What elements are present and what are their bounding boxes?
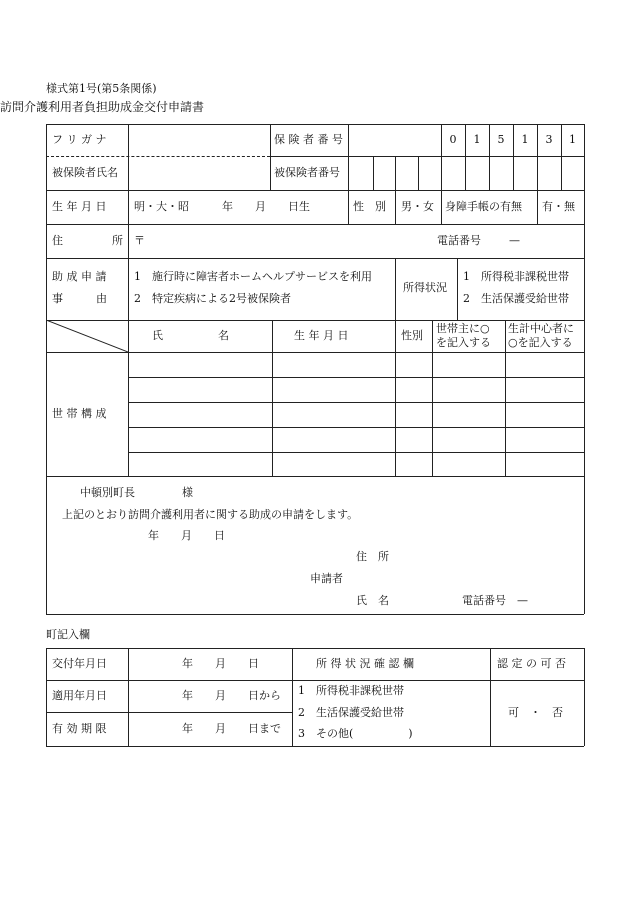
application-date: 年 月 日 — [148, 529, 225, 542]
issue-date-label: 交付年月日 — [52, 657, 107, 670]
col-main: ○を記入する — [508, 336, 573, 349]
applicant-name: 氏 名 — [356, 594, 389, 607]
sex-value: 男・女 — [401, 200, 434, 213]
col-birth: 生 年 月 日 — [294, 329, 349, 342]
honorific: 様 — [182, 486, 193, 499]
col-head: を記入する — [436, 336, 491, 349]
col-name: 氏 名 — [152, 329, 229, 342]
apply-date-value: 年 月 日から — [182, 689, 281, 702]
disability-label: 身障手帳の有無 — [445, 200, 522, 213]
validity-value: 年 月 日まで — [182, 722, 281, 735]
income-item: 2 生活保護受給世帯 — [463, 292, 569, 305]
approval-label: 認 定 の 可 否 — [497, 657, 566, 670]
statement: 上記のとおり訪問介護利用者に関する助成の申請をします。 — [62, 508, 359, 521]
col-head: 世帯主に○ — [436, 322, 490, 335]
col-main: 生計中心者に — [508, 322, 574, 335]
applicant-label: 申請者 — [310, 572, 343, 585]
addressee: 中頓別町長 — [80, 486, 135, 499]
col-sex: 性別 — [401, 329, 423, 342]
address-label: 所 — [112, 234, 123, 247]
household-label: 世 帯 構 成 — [52, 407, 107, 420]
income-option: 1 所得税非課税世帯 — [298, 684, 404, 697]
insurer-digit: 5 — [497, 133, 505, 146]
approval-value: 可 ・ 否 — [508, 706, 563, 719]
insured-number-label: 被保険者番号 — [274, 166, 340, 179]
birth-label: 生 年 月 日 — [52, 200, 107, 213]
income-label: 所得状況 — [403, 281, 447, 294]
insurer-number-label: 保 険 者 番 号 — [274, 133, 343, 146]
phone-dash: — — [509, 234, 520, 247]
insurer-digit: 1 — [521, 133, 529, 146]
disability-value: 有・無 — [542, 200, 575, 213]
insured-name-label: 被保険者氏名 — [52, 166, 118, 179]
apply-date-label: 適用年月日 — [52, 689, 107, 702]
form-title: 訪問介護利用者負担助成金交付申請書 — [0, 100, 205, 114]
reason-item: 1 施行時に障害者ホームヘルプサービスを利用 — [134, 270, 372, 283]
reason-label: 助 成 申 請 — [52, 270, 107, 283]
diagonal-slash — [46, 320, 128, 352]
insurer-digit: 0 — [449, 133, 457, 146]
reason-label: 事 由 — [52, 292, 107, 305]
income-item: 1 所得税非課税世帯 — [463, 270, 569, 283]
sex-label: 性 別 — [353, 200, 386, 213]
income-check-label: 所 得 状 況 確 認 欄 — [316, 657, 414, 670]
applicant-phone: 電話番号 — — [462, 594, 528, 607]
applicant-address: 住 所 — [356, 550, 389, 563]
form-number: 様式第1号(第5条関係) — [46, 82, 157, 95]
issue-date-value: 年 月 日 — [182, 657, 259, 670]
birth-value: 明・大・昭 年 月 日生 — [134, 200, 310, 213]
reason-item: 2 特定疾病による2号被保険者 — [134, 292, 291, 305]
validity-label: 有 効 期 限 — [52, 722, 107, 735]
insurer-digit: 3 — [545, 133, 553, 146]
insurer-digit: 1 — [569, 133, 576, 146]
income-option: 3 その他( ) — [298, 727, 413, 740]
office-section-title: 町記入欄 — [46, 628, 90, 641]
phone-label: 電話番号 — [437, 234, 481, 247]
furigana-label: フ リ ガ ナ — [52, 133, 107, 146]
income-option: 2 生活保護受給世帯 — [298, 706, 404, 719]
postal-mark: 〒 — [134, 234, 145, 247]
address-label: 住 — [52, 234, 63, 247]
insurer-digit: 1 — [473, 133, 481, 146]
